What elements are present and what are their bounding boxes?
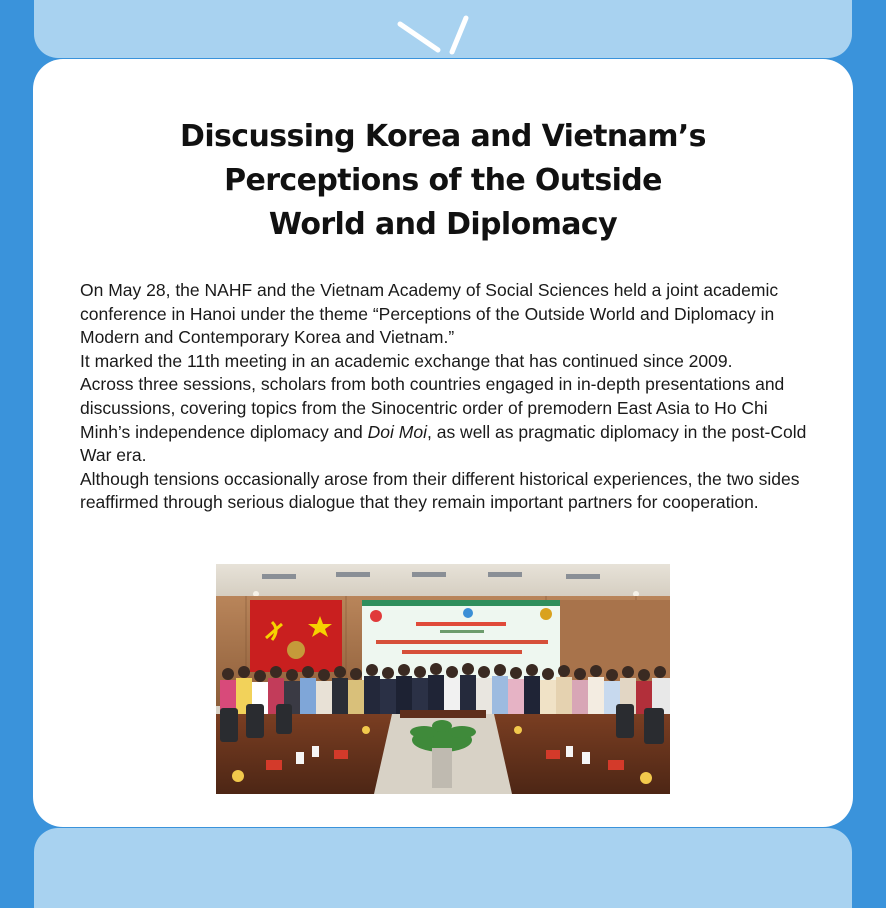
paragraph-exchange: It marked the 11th meeting in an academic exchange that has continued since 2009. <box>80 350 733 371</box>
article-body <box>80 279 820 515</box>
sessions-text-start: Across three sessions, scholars from both countries engaged in in-depth presentations and discussions, covering topics from the Sinocentric order of premodern East Asia to Ho Chi Minh’s independence diplomacy and <box>80 374 785 442</box>
paragraph-conclusion: Although tensions occasionally arose from their different historical experiences, the two sides reaffirmed through serious dialogue that they remain important partners for cooperation. <box>80 468 800 513</box>
paragraph-sessions <box>80 373 820 467</box>
paragraph-intro: On May 28, the NAHF and the Vietnam Academy of Social Sciences held a joint academic conference in Hanoi under the theme “Perceptions of the Outside World and Diplomacy in Modern and Contemporary Korea and Vietnam.” <box>80 280 779 348</box>
article-card <box>33 59 853 827</box>
title-line: Discussing Korea and Vietnam’s <box>180 119 706 154</box>
sparkle-lines-icon <box>390 14 480 64</box>
bottom-decorative-band <box>34 828 852 908</box>
sessions-text-end: , as well as pragmatic diplomacy in the post-Cold War era. <box>80 421 807 466</box>
doi-moi-term: Doi Moi <box>367 421 427 442</box>
conference-photo-illustration <box>216 564 670 794</box>
title-line: World and Diplomacy <box>268 207 618 242</box>
article-title <box>133 115 753 247</box>
conference-photo <box>216 564 670 794</box>
title-line: Perceptions of the Outside <box>224 163 662 198</box>
